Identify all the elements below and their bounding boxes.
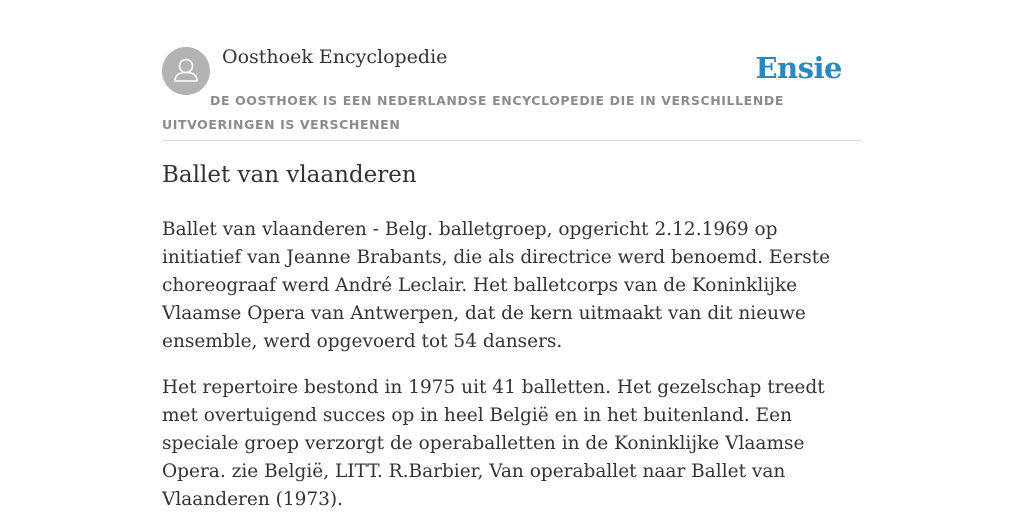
- article-paragraph: Ballet van vlaanderen - Belg. balletgroep, opgericht 2.12.1969 op initiatief van Jeanne Brabants, die als directrice werd benoemd. Eerste choreograaf werd André Leclair. Het balletcorps van de Koninklijke Vlaamse Opera van Antwerpen, dat de kern uitmaakt van dit nieuwe ensemble, werd opgevoerd tot 54 dansers.: [162, 219, 831, 352]
- article-body: [162, 216, 862, 512]
- source-header: [162, 44, 862, 141]
- source-tagline: DE OOSTHOEK IS EEN NEDERLANDSE ENCYCLOPEDIE DIE IN VERSCHILLENDE UITVOERINGEN IS VERSCHENEN: [162, 93, 784, 132]
- user-avatar-icon[interactable]: [162, 47, 210, 95]
- article-title: Ballet van vlaanderen: [162, 162, 417, 188]
- source-name[interactable]: Oosthoek Encyclopedie: [222, 46, 448, 68]
- article-paragraph: Het repertoire bestond in 1975 uit 41 balletten. Het gezelschap treedt met overtuigend succes op in heel België en in het buitenland. Een speciale groep verzorgt de operaballetten in de Koninklijke Vlaamse Opera. zie België, LITT. R.Barbier, Van operaballet naar Ballet van Vlaanderen (1973).: [162, 377, 825, 510]
- brand-logo[interactable]: Ensie: [755, 51, 842, 85]
